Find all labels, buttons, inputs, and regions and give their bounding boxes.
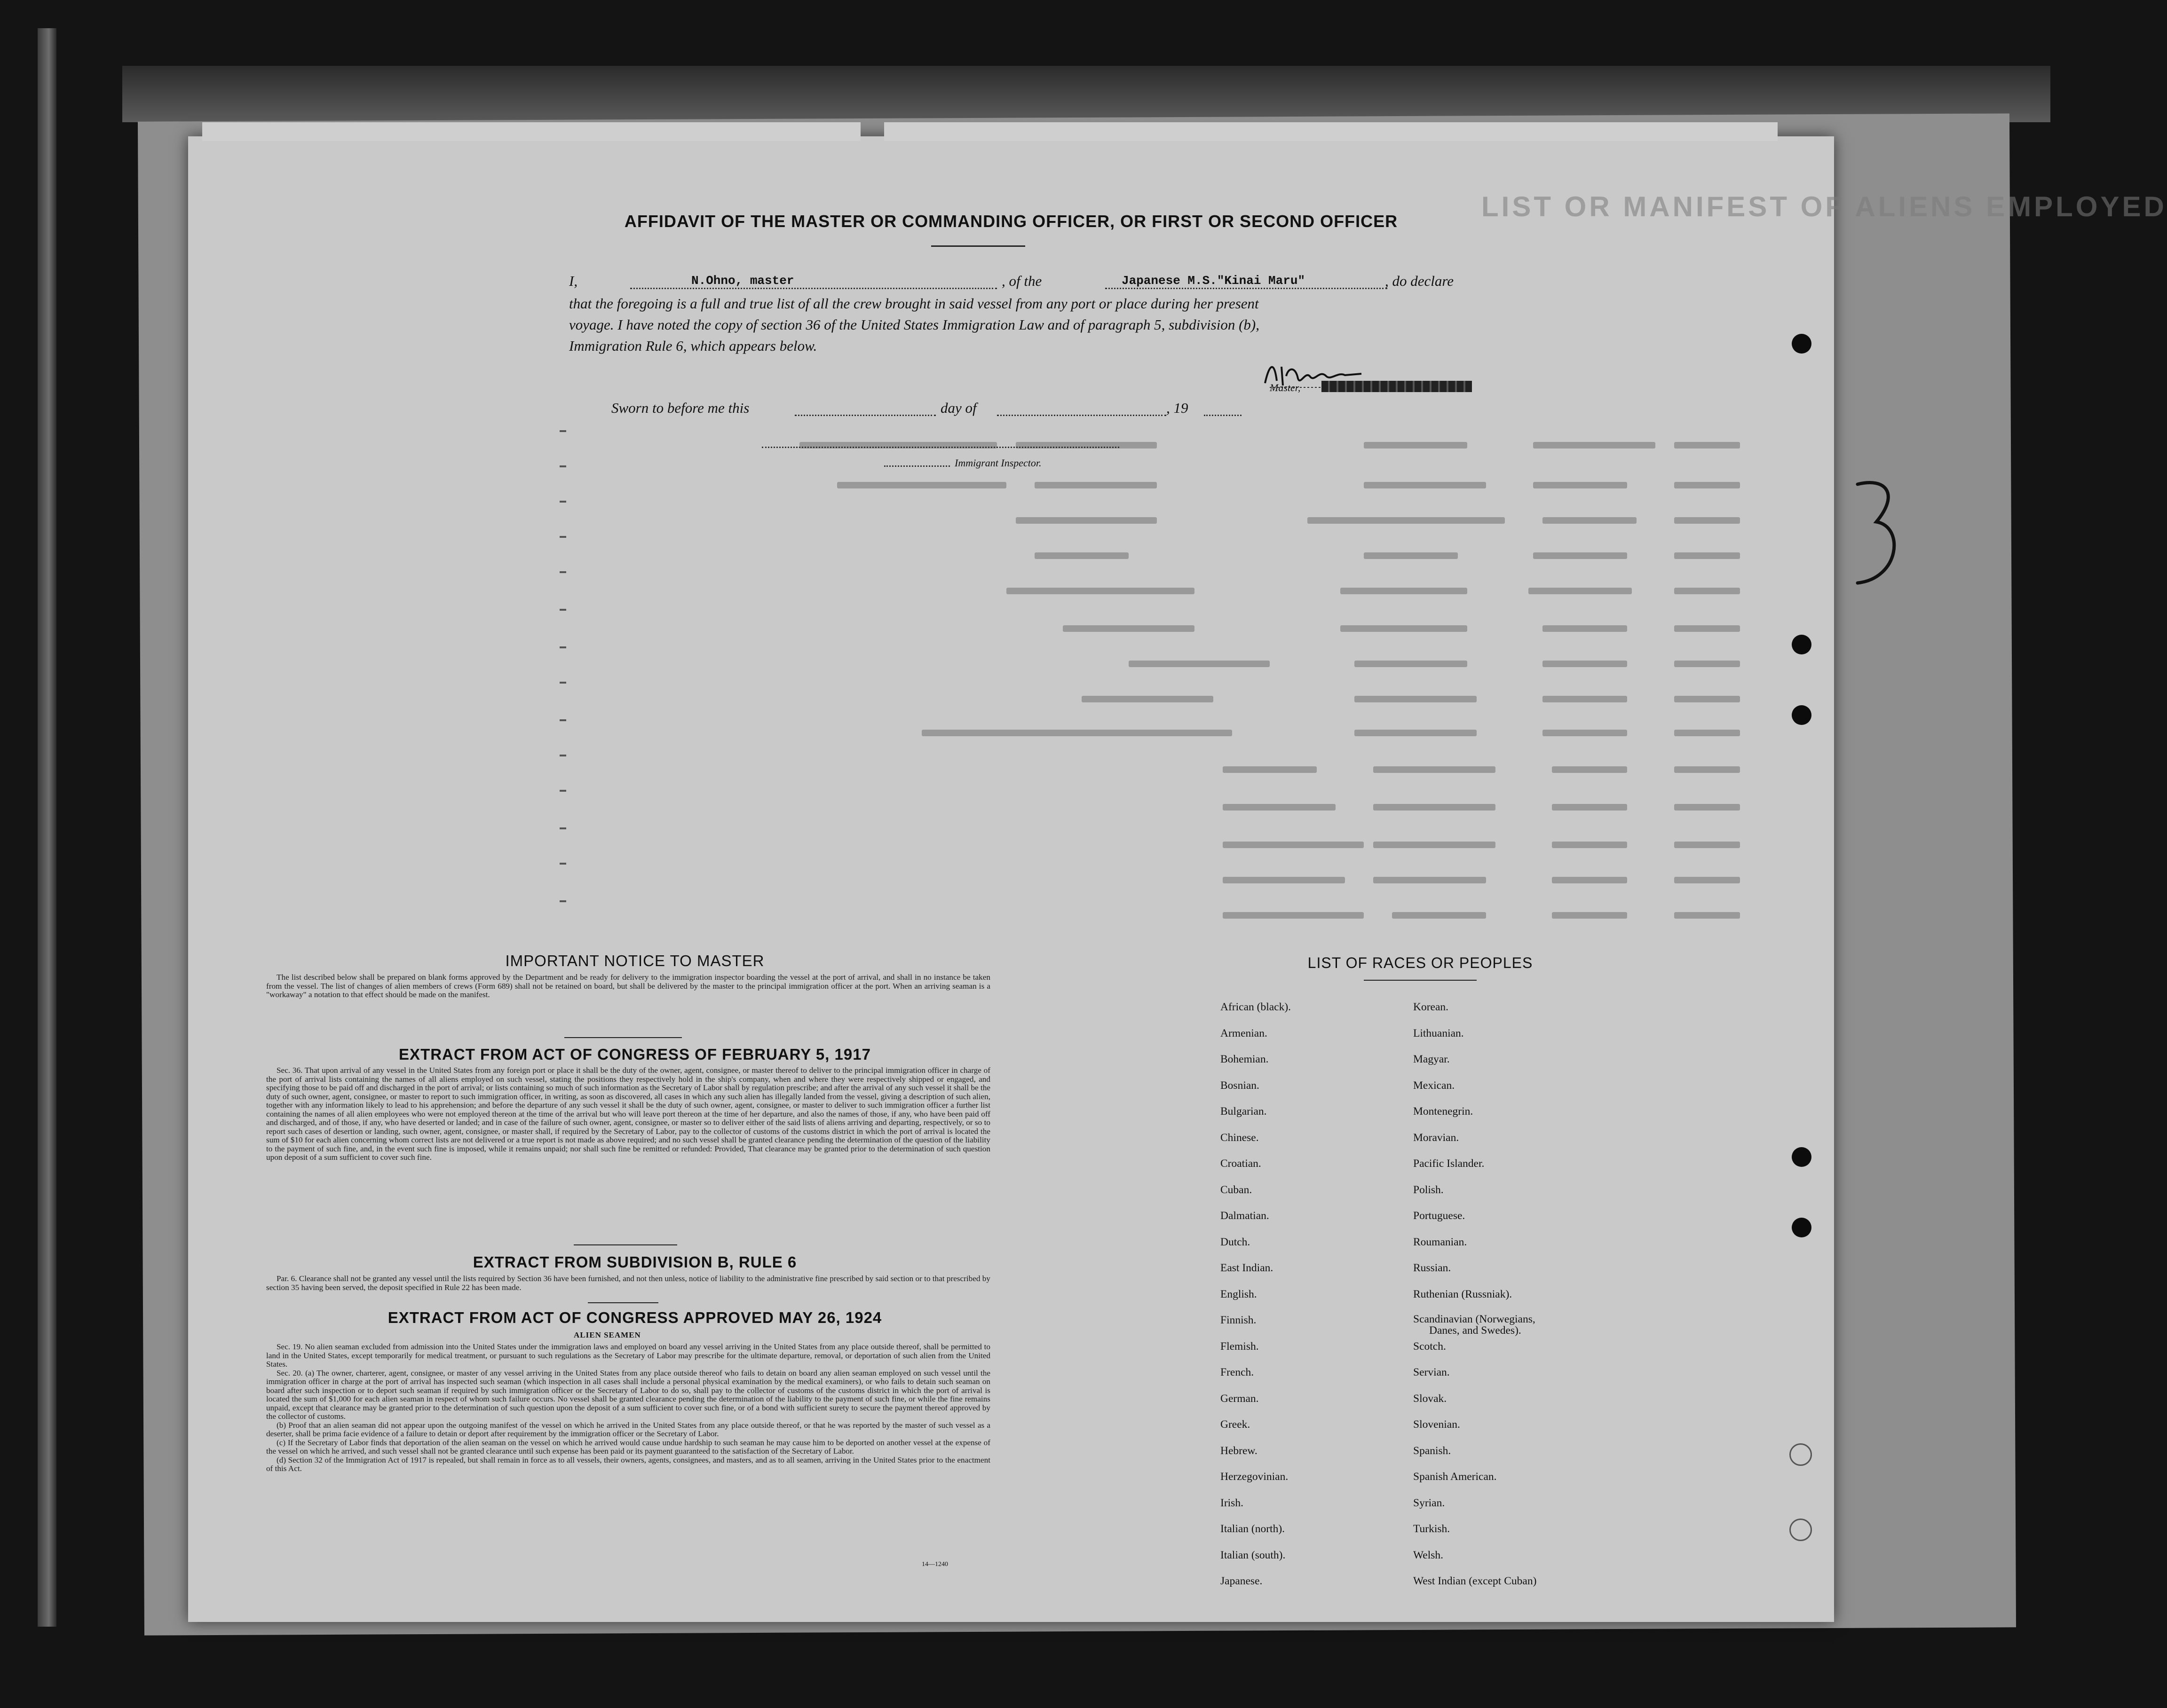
race-item-scandinavian-line2: Danes, and Swedes). <box>1429 1324 1521 1337</box>
race-item: Lithuanian. <box>1413 1027 1464 1039</box>
act-1917-text: Sec. 36. That upon arrival of any vessel in the United States from any foreign port or place it shall be the duty of the owner, agent, consignee, or master thereof to deliver to the principal immigration officer in charge of the port of arrival lists containing the names of all aliens employed on such vessel, stating the positions they respectively hold in the ship's company, when and where they were respectively shipped or engaged, and specifying those to be paid off and discharged in the port of arrival; or lists containing so much of such information as the Secretary of Labor shall by regulation prescribe; and after the arrival of any such vessel it shall be the duty of such owner, agent, consignee, or master to report to such immigration officer, in writing, as soon as discovered, all cases in which any such alien has illegally landed from the vessel, giving a description of such alien, together with any information likely to lead to his apprehension; and before the departure of any such vessel it shall be the duty of such owner, agent, consignee, or master to deliver to such immigration officer a further list containing the names of all alien employees who were not employed thereon at the time of the arrival but who will leave port thereon at the time of her departure, and also the names of those, if any, who have been paid off and discharged, and of those, if any, who have deserted or landed; and in case of the failure of such owner, agent, consignee, or master so to deliver either of the said lists of aliens arriving and departing, respectively, or so to report such cases of desertion or landing, such owner, agent, consignee, or master shall, if required by the Secretary of Labor, pay to the collector of customs of the customs district in which the port of arrival is located the sum of $10 for each alien concerning whom correct lists are not delivered or a true report is not made as above required; and no such vessel shall be granted clearance pending the determination of the question of the liability to the payment of such fine, and, in the event such fine is imposed, while it remains unpaid; nor shall such fine be remitted or refunded: Provided, That clearance may be granted prior to the determination of such question upon deposit of a sum sufficient to cover such fine. <box>266 1066 990 1162</box>
race-item: Cuban. <box>1220 1183 1252 1196</box>
race-item: Turkish. <box>1413 1523 1450 1535</box>
race-item: Russian. <box>1413 1262 1451 1274</box>
affidavit-line-4: Immigration Rule 6, which appears below. <box>569 338 817 354</box>
race-item: English. <box>1220 1288 1257 1300</box>
race-item: Herzegovinian. <box>1220 1471 1289 1483</box>
race-item: Dutch. <box>1220 1236 1250 1248</box>
binder-hole <box>1792 705 1811 725</box>
binder-hole <box>1792 1218 1811 1237</box>
race-item-scandinavian <box>1413 1314 1536 1340</box>
race-item: Slovak. <box>1413 1392 1447 1405</box>
declare-label: , do declare <box>1385 273 1454 289</box>
rule6-text: Par. 6. Clearance shall not be granted any vessel until the lists required by Section 36 have been furnished, and not then unless, notice of liability to the administrative fine prescribed by said section or to that prescribed by section 35 having been served, the deposit specified in Rule 22 has been made. <box>266 1274 990 1292</box>
rule <box>588 1302 658 1303</box>
race-item: Irish. <box>1220 1496 1243 1509</box>
race-item: Armenian. <box>1220 1027 1267 1039</box>
affidavit-i-label: I, <box>569 273 578 289</box>
act-1917-title: EXTRACT FROM ACT OF CONGRESS OF FEBRUARY 5, 1917 <box>399 1046 871 1063</box>
race-item: Welsh. <box>1413 1549 1444 1561</box>
inspector-short-line <box>884 465 950 467</box>
race-item: Portuguese. <box>1413 1210 1465 1222</box>
race-item: East Indian. <box>1220 1262 1273 1274</box>
race-item: Roumanian. <box>1413 1236 1467 1248</box>
form-number: 14—1240 <box>922 1561 948 1568</box>
race-item: Croatian. <box>1220 1157 1261 1170</box>
act-1924-sec20b: (b) Proof that an alien seaman did not appear upon the outgoing manifest of the vessel on which he arrived in the United States from any place outside thereof, or that he was reported by the master of such vessel as a deserter, shall be prima facie evidence of a failure to detain or deport after requirement by the immigration officer or the Secretary of Labor. <box>266 1420 990 1438</box>
race-item: Italian (north). <box>1220 1523 1285 1535</box>
race-item: Finnish. <box>1220 1314 1257 1326</box>
race-item: French. <box>1220 1366 1254 1378</box>
binder-hole <box>1792 635 1811 654</box>
race-item: Mexican. <box>1413 1079 1455 1092</box>
rule <box>564 1037 682 1038</box>
year-label: , 19 <box>1166 400 1188 416</box>
race-item: Pacific Islander. <box>1413 1157 1485 1170</box>
race-item: Flemish. <box>1220 1340 1259 1353</box>
sworn-year-line <box>1204 415 1242 416</box>
races-left-column <box>1220 1000 1291 1601</box>
affidavit-line-2: that the foregoing is a full and true list of all the crew brought in said vessel from any port or place during her present <box>569 295 1259 312</box>
act-1924-sec20c: (c) If the Secretary of Labor finds that deportation of the alien seaman on the vessel on which he arrived would cause undue hardship to such seaman he may cause him to be deported on another vessel at the expense of the vessel on which he arrived, and such vessel shall not be granted clearance until such expense has been paid or its payment guaranteed to the satisfaction of the Secretary of Labor. <box>266 1438 990 1456</box>
races-title: LIST OF RACES OR PEOPLES <box>1307 954 1533 971</box>
act-1924-sec20d: (d) Section 32 of the Immigration Act of 1917 is repealed, but shall remain in force as to all vessels, their owners, agents, consignees, and masters, and as to all seamen, arriving in the United States prior to the enactment of this Act. <box>266 1455 990 1473</box>
race-item: Polish. <box>1413 1183 1444 1196</box>
page-tab-right <box>884 122 1778 141</box>
race-item: Moravian. <box>1413 1131 1459 1144</box>
day-of-label: day of <box>941 400 977 416</box>
race-item: German. <box>1220 1392 1259 1405</box>
race-item: Italian (south). <box>1220 1549 1286 1561</box>
title-rule <box>931 245 1025 247</box>
vessel-name-value: Japanese M.S."Kinai Maru" <box>1122 274 1305 288</box>
alien-seamen-subtitle: ALIEN SEAMEN <box>574 1330 641 1339</box>
act-1924-title: EXTRACT FROM ACT OF CONGRESS APPROVED MAY 26, 1924 <box>388 1309 882 1326</box>
race-item: Montenegrin. <box>1413 1105 1473 1118</box>
sworn-month-line <box>997 415 1166 416</box>
scan-edge-left <box>38 28 56 1627</box>
handwritten-3 <box>1848 475 1905 597</box>
document-page <box>188 136 2167 1622</box>
binder-hole-open <box>1789 1519 1812 1541</box>
races-right-column <box>1413 1000 1536 1601</box>
master-label: Master, <box>1270 382 1301 394</box>
binder-hole <box>1792 1147 1811 1167</box>
binder-hole-open <box>1789 1443 1812 1466</box>
race-item: Slovenian. <box>1413 1418 1460 1431</box>
rule <box>574 1244 677 1245</box>
sworn-label: Sworn to before me this <box>611 400 750 416</box>
master-name-value: N.Ohno, master <box>691 274 794 288</box>
race-item-scandinavian-line1: Scandinavian (Norwegians, <box>1413 1313 1535 1325</box>
race-item: Dalmatian. <box>1220 1210 1269 1222</box>
race-item: Servian. <box>1413 1366 1450 1378</box>
of-the-label: , of the <box>1002 273 1042 289</box>
page-tab-left <box>202 122 861 141</box>
race-item: Bulgarian. <box>1220 1105 1267 1118</box>
binder-hole <box>1792 334 1811 354</box>
master-name-line <box>630 288 997 289</box>
notice-text: The list described below shall be prepared on blank forms approved by the Department and be ready for delivery to the immigration inspector boarding the vessel at the port of arrival, and shall in no instance be taken from the vessel. The list of changes of alien members of crews (Form 689) shall not be retained on board, but shall be delivered by the master to the principal immigration officer at the port. When an arriving seaman is a "workaway" a notation to that effect should be made on the manifest. <box>266 973 990 999</box>
race-item: Ruthenian (Russniak). <box>1413 1288 1512 1300</box>
race-item: West Indian (except Cuban) <box>1413 1575 1537 1587</box>
act-1924-sec19: Sec. 19. No alien seaman excluded from admission into the United States under the immigration laws and employed on board any vessel arriving in the United States from any place outside thereof, shall be permitted to land in the United States, except temporarily for medical treatment, or pursuant to such regulations as the Secretary of Labor may prescribe for the ultimate departure, removal, or deportation of such alien from the United States. <box>266 1342 990 1369</box>
race-item: Magyar. <box>1413 1053 1450 1065</box>
race-item: Greek. <box>1220 1418 1250 1431</box>
race-item: Chinese. <box>1220 1131 1259 1144</box>
rule6-title: EXTRACT FROM SUBDIVISION B, RULE 6 <box>473 1253 797 1271</box>
race-item: Syrian. <box>1413 1496 1445 1509</box>
affidavit-line-3: voyage. I have noted the copy of section 36 of the United States Immigration Law and of paragraph 5, subdivision (b), <box>569 316 1259 333</box>
race-item: Spanish. <box>1413 1444 1451 1457</box>
race-item: Spanish American. <box>1413 1471 1497 1483</box>
inspector-line <box>762 447 1119 448</box>
sworn-day-line <box>795 415 936 416</box>
inspector-label: Immigrant Inspector. <box>955 457 1042 469</box>
race-item: Scotch. <box>1413 1340 1446 1353</box>
race-item: African (black). <box>1220 1001 1291 1013</box>
act-1924-text <box>266 1343 990 1473</box>
scan-edge-top <box>122 66 2050 122</box>
struck-out-title <box>1321 381 1472 392</box>
race-item: Bohemian. <box>1220 1053 1269 1065</box>
race-item: Bosnian. <box>1220 1079 1259 1092</box>
affidavit-title: AFFIDAVIT OF THE MASTER OR COMMANDING OFFICER, OR FIRST OR SECOND OFFICER <box>624 212 1398 231</box>
act-1924-sec20a: Sec. 20. (a) The owner, charterer, agent, consignee, or master of any vessel arriving in the United States from any place outside thereof who fails to detain on board any alien seaman employed on such vessel until the immigration officer in charge at the port of arrival has inspected such seaman (which inspection in all cases shall include a personal physical examination by the medical examiners), or who fails to detain such seaman on board after such inspection or to deport such seaman if required by such immigration officer or the Secretary of Labor to do so, shall pay to the collector of customs of the customs district in which the port of arrival is located the sum of $1,000 for each alien seaman in respect of whom such failure occurs. No vessel shall be granted clearance pending the determination of the liability to the payment of such fine, or while the fine remains unpaid, except that clearance may be granted prior to the determination of such question upon the deposit of a sum sufficient to cover such fine, or of a bond with sufficient surety to secure the payment thereof approved by the collector of customs. <box>266 1368 990 1421</box>
race-item: Hebrew. <box>1220 1444 1257 1457</box>
race-item: Japanese. <box>1220 1575 1263 1587</box>
notice-title: IMPORTANT NOTICE TO MASTER <box>505 952 765 969</box>
rule <box>1364 980 1477 981</box>
vessel-name-line <box>1105 288 1387 289</box>
race-item: Korean. <box>1413 1001 1449 1013</box>
ghost-header: LIST OR MANIFEST OF ALIENS EMPLOYED <box>1481 191 2167 222</box>
